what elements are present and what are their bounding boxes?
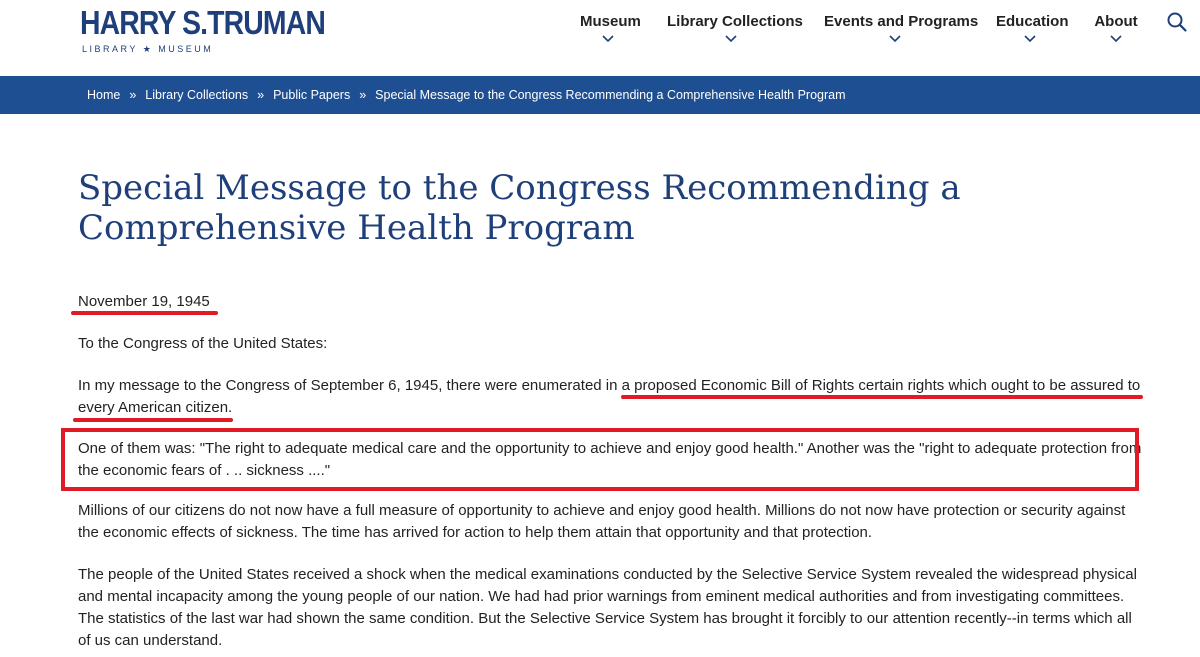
- red-underline-bill-of-rights: [621, 395, 1143, 399]
- breadcrumb-library-collections[interactable]: Library Collections: [145, 88, 249, 102]
- chevron-down-icon: [1023, 34, 1037, 44]
- red-highlight-box: [61, 428, 1139, 491]
- chevron-down-icon: [724, 34, 738, 44]
- breadcrumb-public-papers[interactable]: Public Papers: [273, 88, 351, 102]
- chevron-down-icon: [601, 34, 615, 44]
- chevron-down-icon: [1109, 34, 1123, 44]
- breadcrumb-home[interactable]: Home: [87, 88, 121, 102]
- document-date: November 19, 1945: [78, 293, 210, 310]
- breadcrumb-separator: »: [257, 88, 265, 102]
- breadcrumb-current-page[interactable]: Special Message to the Congress Recommending a Comprehensive Health Program: [375, 88, 846, 102]
- red-underline-american-citizen: [73, 418, 233, 422]
- breadcrumb-bar: [0, 76, 1200, 114]
- nav-label: Education: [996, 13, 1069, 30]
- logo-title: HARRY S.TRUMAN: [80, 4, 325, 41]
- paragraph: Millions of our citizens do not now have a full measure of opportunity to achieve and enjoy good health. Millions do not now have protection or security against the economic effects of sickness. The time has arrived for action to help them attain that opportunity and that protection.: [78, 502, 1126, 541]
- nav-item-museum[interactable]: [580, 13, 641, 44]
- page-title: Special Message to the Congress Recommending a Comprehensive Health Program: [78, 168, 961, 248]
- red-underline-date: [71, 311, 218, 315]
- nav-item-library-collections[interactable]: [667, 13, 803, 44]
- truman-library-logo[interactable]: [80, 4, 325, 60]
- nav-label: Events and Programs: [824, 13, 979, 30]
- nav-label: About: [1094, 13, 1138, 30]
- paragraph: The people of the United States received a shock when the medical examinations conducted by the Selective Service System revealed the widespread physical and mental incapacity among the young people of our nation. We had had prior warnings from eminent medical authorities and from investigating committees. The statistics of the last war had shown the same condition. But the Selective Service System has brought it forcibly to our attention recently--in terms which all of us can understand.: [78, 566, 1137, 649]
- breadcrumb-separator: »: [359, 88, 367, 102]
- nav-label: Museum: [580, 13, 641, 30]
- logo-subtitle: LIBRARY ★ MUSEUM: [82, 44, 214, 54]
- search-icon: [1166, 11, 1188, 33]
- nav-item-events-and-programs[interactable]: [824, 13, 979, 44]
- paragraph: In my message to the Congress of September 6, 1945, there were enumerated in a proposed Economic Bill of Rights certain rights which ought to be assured to every American citizen.: [78, 377, 1141, 416]
- nav-item-education[interactable]: [996, 13, 1069, 44]
- chevron-down-icon: [888, 34, 902, 44]
- search-button[interactable]: [1166, 11, 1188, 33]
- paragraph: One of them was: "The right to adequate medical care and the opportunity to achieve and enjoy good health." Another was the "right to adequate protection from the economic fears of . .. sickness ....": [78, 440, 1142, 479]
- salutation: To the Congress of the United States:: [78, 335, 328, 352]
- breadcrumb-separator: »: [129, 88, 137, 102]
- nav-item-about[interactable]: [1094, 13, 1138, 44]
- nav-label: Library Collections: [667, 13, 803, 30]
- site-header: [0, 0, 1200, 75]
- breadcrumb: [87, 88, 846, 102]
